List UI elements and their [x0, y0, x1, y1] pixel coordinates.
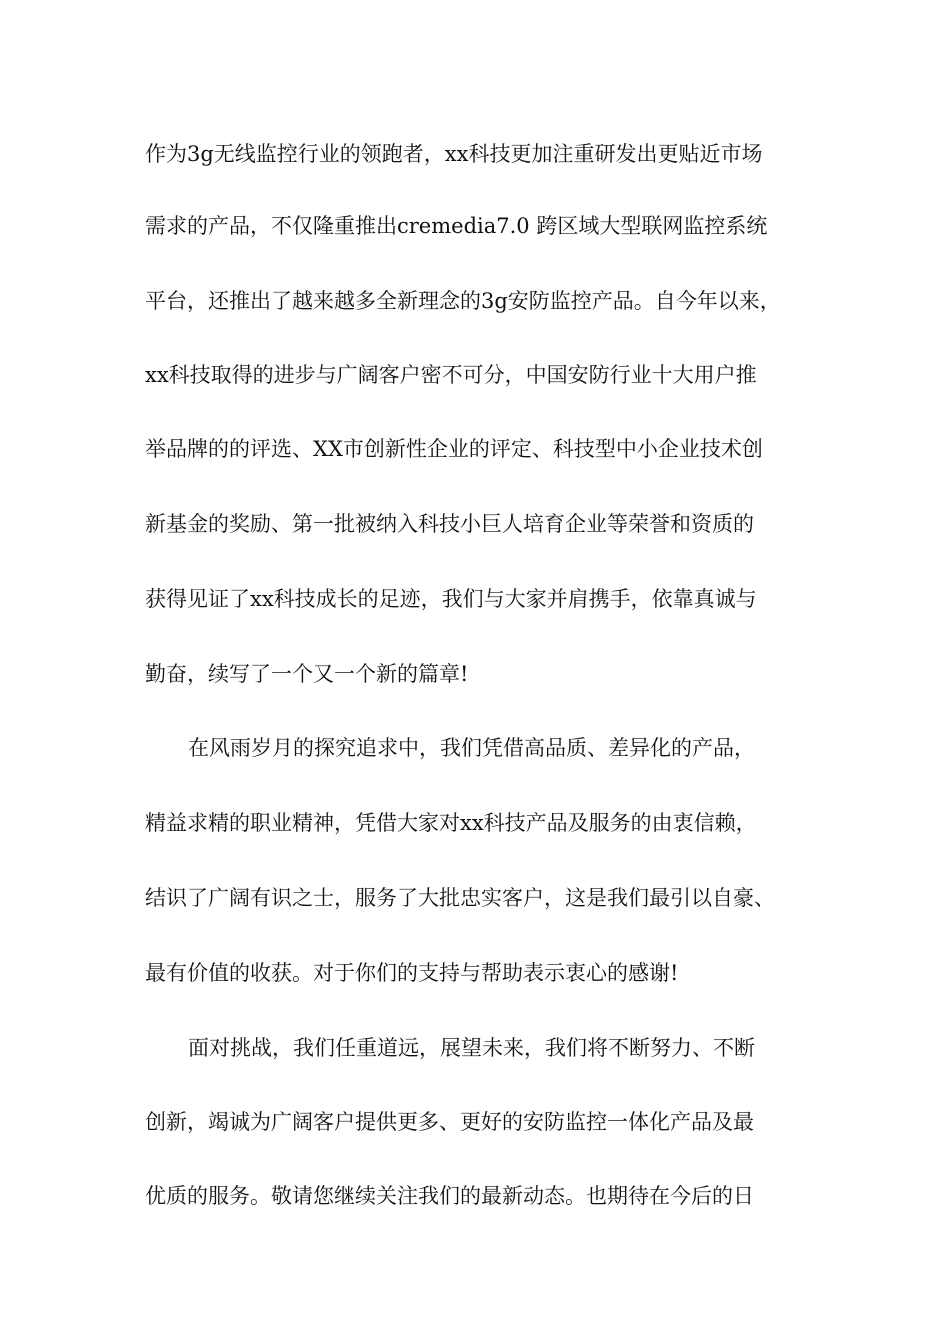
paragraph-2-line-1: 在风雨岁月的探究追求中，我们凭借高品质、差异化的产品，: [188, 736, 755, 760]
paragraph-1-line-7: 获得见证了xx科技成长的足迹，我们与大家并肩携手，依靠真诚与: [145, 587, 757, 611]
paragraph-1-line-6: 新基金的奖励、第一批被纳入科技小巨人培育企业等荣誉和资质的: [145, 512, 754, 536]
paragraph-1-line-5: 举品牌的的评选、XX市创新性企业的评定、科技型中小企业技术创: [145, 437, 763, 461]
paragraph-1-line-1: 作为3g无线监控行业的领跑者，xx科技更加注重研发出更贴近市场: [145, 142, 763, 166]
paragraph-1-line-4: xx科技取得的进步与广阔客户密不可分，中国安防行业十大用户推: [145, 363, 757, 387]
paragraph-3-line-3: 优质的服务。敬请您继续关注我们的最新动态。也期待在今后的日: [145, 1184, 754, 1208]
paragraph-1-line-2: 需求的产品，不仅隆重推出cremedia7.0 跨区域大型联网监控系统: [145, 214, 768, 238]
paragraph-2-line-2: 精益求精的职业精神，凭借大家对xx科技产品及服务的由衷信赖，: [145, 811, 757, 835]
paragraph-2-line-3: 结识了广阔有识之士，服务了大批忠实客户，这是我们最引以自豪、: [145, 886, 775, 910]
paragraph-3-line-1: 面对挑战，我们任重道远，展望未来，我们将不断努力、不断: [188, 1036, 755, 1060]
paragraph-1-line-3: 平台，还推出了越来越多全新理念的3g安防监控产品。自今年以来，: [145, 289, 781, 313]
paragraph-1-line-8: 勤奋，续写了一个又一个新的篇章!: [145, 662, 469, 686]
paragraph-2-line-4: 最有价值的收获。对于你们的支持与帮助表示衷心的感谢!: [145, 961, 679, 985]
paragraph-3-line-2: 创新，竭诚为广阔客户提供更多、更好的安防监控一体化产品及最: [145, 1110, 754, 1134]
